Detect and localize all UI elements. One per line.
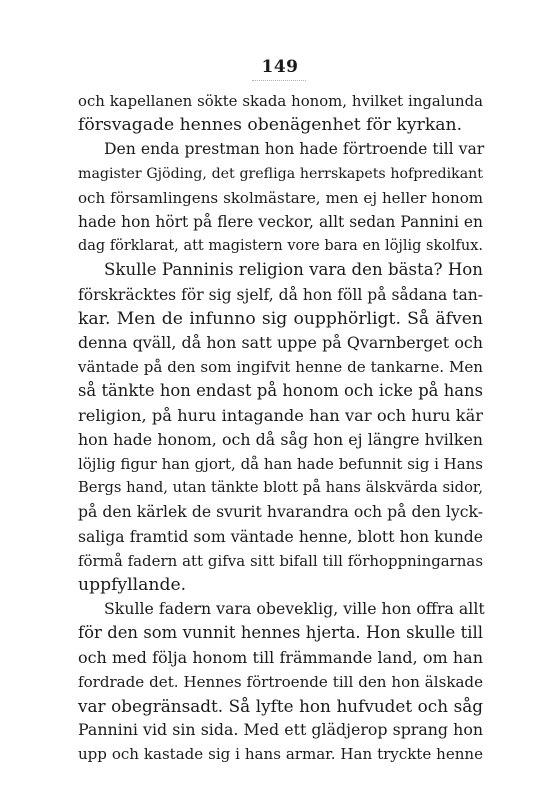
text-line: hade hon hört på flere veckor, allt sedan Pannini en — [78, 213, 483, 232]
text-line: väntade på den som ingifvit henne de tankarne. Men — [78, 358, 483, 377]
text-line: dag förklarat, att magistern vore bara en löjlig skolfux. — [78, 238, 483, 255]
body-text — [78, 89, 483, 767]
text-line: för den som vunnit hennes hjerta. Hon skulle till — [78, 623, 483, 643]
text-line: Pannini vid sin sida. Med ett glädjerop sprang hon — [78, 720, 483, 740]
text-line: och kapellanen sökte skada honom, hvilket ingalunda — [78, 92, 483, 110]
text-line: magister Gjöding, det grefliga herrskapets hofpredikant — [78, 165, 483, 182]
text-line: löjlig figur han gjort, då han hade befunnit sig i Hans — [78, 455, 483, 474]
text-line: kar. Men de infunno sig oupphörligt. Så äfven — [78, 308, 483, 329]
text-line: och med följa honom till främmande land, om han — [78, 647, 483, 667]
text-line: denna qväll, då hon satt uppe på Qvarnberget och — [78, 333, 483, 353]
text-line: uppfyllande. — [78, 575, 187, 596]
text-line: på den kärlek de svurit hvarandra och på den lyck- — [78, 502, 483, 522]
text-line: Bergs hand, utan tänkte blott på hans älskvärda sidor, — [78, 479, 483, 497]
text-line: förskräcktes för sig sjelf, då hon föll på sådana tan- — [78, 285, 483, 304]
text-line: och församlingens skolmästare, men ej heller honom — [78, 188, 483, 207]
text-line: fordrade det. Hennes förtroende till den hon älskade — [78, 672, 483, 691]
text-line: Skulle fadern vara obeveklig, ville hon offra allt — [104, 599, 485, 619]
page-number: 149 — [261, 57, 299, 77]
text-line: så tänkte hon endast på honom och icke på hans — [78, 381, 483, 401]
text-line: hon hade honom, och då såg hon ej längre hvilken — [78, 429, 483, 449]
header-rule — [252, 80, 306, 81]
text-line: försvagade hennes obenägenhet för kyrkan. — [78, 115, 463, 136]
text-line: Skulle Panninis religion vara den bästa? Hon — [104, 260, 483, 280]
text-line: religion, på huru intagande han var och huru kär — [78, 405, 483, 425]
text-line: saliga framtid som väntade henne, blott hon kunde — [78, 527, 483, 546]
text-line: Den enda prestman hon hade förtroende till var — [104, 139, 485, 159]
text-line: upp och kastade sig i hans armar. Han tryckte henne — [78, 745, 483, 764]
text-line: förmå fadern att gifva sitt bifall till förhoppningarnas — [78, 551, 483, 570]
text-line: var obegränsadt. Så lyfte hon hufvudet och såg — [78, 696, 483, 717]
